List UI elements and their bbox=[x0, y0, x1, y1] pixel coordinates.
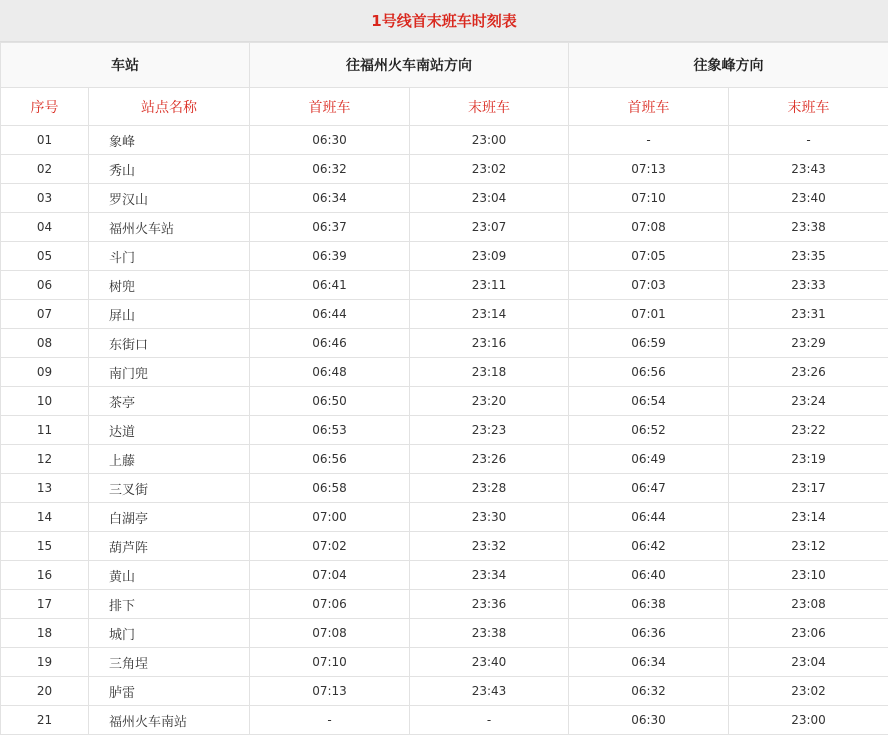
dir2-last-train-time: 23:00 bbox=[729, 706, 888, 735]
table-row bbox=[1, 300, 888, 329]
dir2-last-train-time: 23:29 bbox=[729, 329, 888, 358]
dir2-first-train-time: 06:52 bbox=[569, 416, 729, 445]
dir2-last-train-time: 23:14 bbox=[729, 503, 888, 532]
dir2-first-train-time: 06:49 bbox=[569, 445, 729, 474]
station-seq: 04 bbox=[1, 213, 89, 242]
table-row bbox=[1, 271, 888, 300]
dir2-first-train-time: 06:30 bbox=[569, 706, 729, 735]
dir2-first-train-time: 06:36 bbox=[569, 619, 729, 648]
station-name: 罗汉山 bbox=[89, 184, 250, 213]
station-name: 胪雷 bbox=[89, 677, 250, 706]
dir2-last-train-time: 23:26 bbox=[729, 358, 888, 387]
dir2-first-train-time: 06:59 bbox=[569, 329, 729, 358]
dir1-first-train-header: 首班车 bbox=[250, 88, 410, 126]
timetable bbox=[0, 42, 888, 735]
dir1-first-train-time: 07:10 bbox=[250, 648, 410, 677]
dir2-first-train-time: 07:05 bbox=[569, 242, 729, 271]
direction-xiangfeng-header: 往象峰方向 bbox=[569, 43, 888, 88]
dir1-first-train-time: 07:02 bbox=[250, 532, 410, 561]
dir1-last-train-time: 23:23 bbox=[410, 416, 569, 445]
station-seq: 12 bbox=[1, 445, 89, 474]
dir1-last-train-time: 23:18 bbox=[410, 358, 569, 387]
dir2-first-train-time: 07:03 bbox=[569, 271, 729, 300]
dir1-first-train-time: 06:53 bbox=[250, 416, 410, 445]
dir2-first-train-time: 07:10 bbox=[569, 184, 729, 213]
dir1-last-train-time: 23:28 bbox=[410, 474, 569, 503]
station-name: 葫芦阵 bbox=[89, 532, 250, 561]
dir2-first-train-time: 06:54 bbox=[569, 387, 729, 416]
dir2-last-train-time: 23:02 bbox=[729, 677, 888, 706]
station-name: 福州火车站 bbox=[89, 213, 250, 242]
station-seq: 13 bbox=[1, 474, 89, 503]
dir1-last-train-time: 23:14 bbox=[410, 300, 569, 329]
dir1-last-train-time: 23:32 bbox=[410, 532, 569, 561]
dir1-first-train-time: 06:56 bbox=[250, 445, 410, 474]
table-row bbox=[1, 184, 888, 213]
station-seq: 07 bbox=[1, 300, 89, 329]
dir2-first-train-time: 06:38 bbox=[569, 590, 729, 619]
dir2-last-train-time: 23:31 bbox=[729, 300, 888, 329]
station-seq: 01 bbox=[1, 126, 89, 155]
dir1-last-train-time: - bbox=[410, 706, 569, 735]
dir1-last-train-time: 23:20 bbox=[410, 387, 569, 416]
table-row bbox=[1, 329, 888, 358]
dir2-last-train-time: 23:33 bbox=[729, 271, 888, 300]
dir1-first-train-time: 06:30 bbox=[250, 126, 410, 155]
station-name: 象峰 bbox=[89, 126, 250, 155]
dir2-last-train-time: 23:19 bbox=[729, 445, 888, 474]
station-name: 达道 bbox=[89, 416, 250, 445]
dir2-first-train-time: 06:42 bbox=[569, 532, 729, 561]
table-row bbox=[1, 503, 888, 532]
station-name: 南门兜 bbox=[89, 358, 250, 387]
dir2-first-train-time: 07:08 bbox=[569, 213, 729, 242]
table-row bbox=[1, 532, 888, 561]
dir1-first-train-time: 06:37 bbox=[250, 213, 410, 242]
dir2-last-train-time: 23:08 bbox=[729, 590, 888, 619]
dir2-first-train-header: 首班车 bbox=[569, 88, 729, 126]
dir2-last-train-time: 23:38 bbox=[729, 213, 888, 242]
dir1-first-train-time: 06:46 bbox=[250, 329, 410, 358]
dir2-last-train-time: 23:12 bbox=[729, 532, 888, 561]
dir1-last-train-time: 23:16 bbox=[410, 329, 569, 358]
table-row bbox=[1, 126, 888, 155]
station-seq: 05 bbox=[1, 242, 89, 271]
dir2-last-train-time: - bbox=[729, 126, 888, 155]
table-row bbox=[1, 590, 888, 619]
station-name: 茶亭 bbox=[89, 387, 250, 416]
dir1-first-train-time: 06:44 bbox=[250, 300, 410, 329]
station-seq: 11 bbox=[1, 416, 89, 445]
table-row bbox=[1, 619, 888, 648]
dir1-last-train-time: 23:11 bbox=[410, 271, 569, 300]
table-row bbox=[1, 677, 888, 706]
station-seq: 02 bbox=[1, 155, 89, 184]
dir1-first-train-time: - bbox=[250, 706, 410, 735]
dir2-last-train-time: 23:10 bbox=[729, 561, 888, 590]
dir2-first-train-time: 07:13 bbox=[569, 155, 729, 184]
station-seq: 14 bbox=[1, 503, 89, 532]
dir1-first-train-time: 06:39 bbox=[250, 242, 410, 271]
dir2-last-train-time: 23:35 bbox=[729, 242, 888, 271]
station-name: 树兜 bbox=[89, 271, 250, 300]
dir1-last-train-time: 23:38 bbox=[410, 619, 569, 648]
station-name: 白湖亭 bbox=[89, 503, 250, 532]
dir1-first-train-time: 06:32 bbox=[250, 155, 410, 184]
table-row bbox=[1, 155, 888, 184]
dir2-last-train-time: 23:24 bbox=[729, 387, 888, 416]
header-group-row bbox=[1, 43, 888, 88]
station-seq: 03 bbox=[1, 184, 89, 213]
station-seq: 19 bbox=[1, 648, 89, 677]
dir2-first-train-time: 06:56 bbox=[569, 358, 729, 387]
table-row bbox=[1, 416, 888, 445]
dir2-last-train-time: 23:17 bbox=[729, 474, 888, 503]
table-row bbox=[1, 561, 888, 590]
dir1-first-train-time: 07:08 bbox=[250, 619, 410, 648]
dir1-last-train-time: 23:34 bbox=[410, 561, 569, 590]
dir2-last-train-time: 23:40 bbox=[729, 184, 888, 213]
dir1-first-train-time: 06:58 bbox=[250, 474, 410, 503]
dir1-first-train-time: 06:41 bbox=[250, 271, 410, 300]
dir1-first-train-time: 06:48 bbox=[250, 358, 410, 387]
dir1-last-train-time: 23:09 bbox=[410, 242, 569, 271]
dir2-first-train-time: 07:01 bbox=[569, 300, 729, 329]
timetable-title: 1号线首末班车时刻表 bbox=[0, 0, 888, 42]
table-row bbox=[1, 387, 888, 416]
station-seq: 06 bbox=[1, 271, 89, 300]
table-row bbox=[1, 242, 888, 271]
dir2-last-train-time: 23:04 bbox=[729, 648, 888, 677]
dir1-last-train-time: 23:30 bbox=[410, 503, 569, 532]
dir1-last-train-time: 23:07 bbox=[410, 213, 569, 242]
station-seq: 18 bbox=[1, 619, 89, 648]
table-row bbox=[1, 474, 888, 503]
dir1-last-train-header: 末班车 bbox=[410, 88, 569, 126]
dir1-first-train-time: 07:13 bbox=[250, 677, 410, 706]
dir1-last-train-time: 23:26 bbox=[410, 445, 569, 474]
dir1-first-train-time: 07:00 bbox=[250, 503, 410, 532]
dir2-first-train-time: 06:44 bbox=[569, 503, 729, 532]
station-name: 黄山 bbox=[89, 561, 250, 590]
station-seq: 15 bbox=[1, 532, 89, 561]
dir2-first-train-time: 06:40 bbox=[569, 561, 729, 590]
timetable-body bbox=[1, 126, 888, 735]
station-seq: 09 bbox=[1, 358, 89, 387]
station-name: 城门 bbox=[89, 619, 250, 648]
dir2-last-train-time: 23:22 bbox=[729, 416, 888, 445]
station-name: 秀山 bbox=[89, 155, 250, 184]
seq-column-header: 序号 bbox=[1, 88, 89, 126]
dir1-last-train-time: 23:40 bbox=[410, 648, 569, 677]
station-seq: 20 bbox=[1, 677, 89, 706]
station-name: 屏山 bbox=[89, 300, 250, 329]
dir2-first-train-time: - bbox=[569, 126, 729, 155]
dir1-last-train-time: 23:04 bbox=[410, 184, 569, 213]
station-group-header: 车站 bbox=[1, 43, 250, 88]
dir2-last-train-header: 末班车 bbox=[729, 88, 888, 126]
dir1-last-train-time: 23:00 bbox=[410, 126, 569, 155]
dir2-last-train-time: 23:43 bbox=[729, 155, 888, 184]
station-seq: 08 bbox=[1, 329, 89, 358]
station-name: 上藤 bbox=[89, 445, 250, 474]
dir1-last-train-time: 23:43 bbox=[410, 677, 569, 706]
station-name: 三角埕 bbox=[89, 648, 250, 677]
direction-south-header: 往福州火车南站方向 bbox=[250, 43, 569, 88]
station-seq: 21 bbox=[1, 706, 89, 735]
dir2-first-train-time: 06:47 bbox=[569, 474, 729, 503]
station-name: 斗门 bbox=[89, 242, 250, 271]
station-name: 东街口 bbox=[89, 329, 250, 358]
dir1-first-train-time: 06:34 bbox=[250, 184, 410, 213]
dir1-first-train-time: 07:04 bbox=[250, 561, 410, 590]
table-row bbox=[1, 358, 888, 387]
station-name: 三叉街 bbox=[89, 474, 250, 503]
dir1-first-train-time: 07:06 bbox=[250, 590, 410, 619]
station-name-column-header: 站点名称 bbox=[89, 88, 250, 126]
station-seq: 17 bbox=[1, 590, 89, 619]
dir1-last-train-time: 23:36 bbox=[410, 590, 569, 619]
station-name: 福州火车南站 bbox=[89, 706, 250, 735]
dir2-first-train-time: 06:34 bbox=[569, 648, 729, 677]
station-name: 排下 bbox=[89, 590, 250, 619]
table-row bbox=[1, 648, 888, 677]
dir2-last-train-time: 23:06 bbox=[729, 619, 888, 648]
station-seq: 16 bbox=[1, 561, 89, 590]
header-column-row bbox=[1, 88, 888, 126]
table-row bbox=[1, 445, 888, 474]
station-seq: 10 bbox=[1, 387, 89, 416]
dir2-first-train-time: 06:32 bbox=[569, 677, 729, 706]
dir1-first-train-time: 06:50 bbox=[250, 387, 410, 416]
table-row bbox=[1, 213, 888, 242]
table-row bbox=[1, 706, 888, 735]
dir1-last-train-time: 23:02 bbox=[410, 155, 569, 184]
